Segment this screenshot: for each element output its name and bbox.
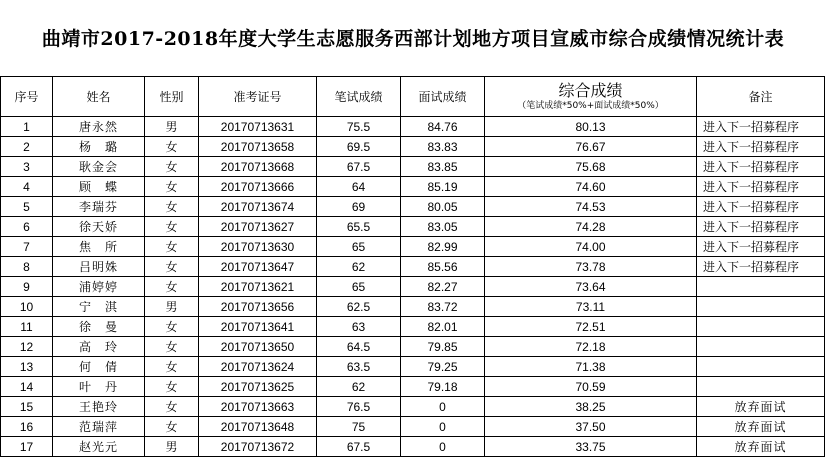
table-row [1, 197, 825, 217]
cell-index: 6 [1, 217, 53, 237]
cell-gender: 女 [145, 137, 199, 157]
cell-interview-score: 0 [401, 397, 485, 417]
cell-interview-score: 0 [401, 437, 485, 457]
cell-index: 9 [1, 277, 53, 297]
table-row [1, 397, 825, 417]
cell-composite-score: 75.68 [485, 157, 697, 177]
cell-remark [697, 317, 825, 337]
cell-remark: 进入下一招募程序 [697, 217, 825, 237]
cell-gender: 男 [145, 297, 199, 317]
cell-index: 4 [1, 177, 53, 197]
cell-exam-id: 20170713630 [199, 237, 317, 257]
cell-index: 16 [1, 417, 53, 437]
header-interview-score: 面试成绩 [401, 77, 485, 117]
cell-gender: 女 [145, 177, 199, 197]
cell-exam-id: 20170713674 [199, 197, 317, 217]
cell-remark: 进入下一招募程序 [697, 177, 825, 197]
cell-gender: 男 [145, 117, 199, 137]
cell-name: 耿金会 [53, 157, 145, 177]
table-row [1, 357, 825, 377]
cell-name: 李瑞芬 [53, 197, 145, 217]
cell-name: 唐永然 [53, 117, 145, 137]
cell-index: 2 [1, 137, 53, 157]
cell-interview-score: 82.27 [401, 277, 485, 297]
cell-name: 何 倩 [53, 357, 145, 377]
cell-remark: 进入下一招募程序 [697, 197, 825, 217]
header-gender: 性别 [145, 77, 199, 117]
cell-written-score: 65.5 [317, 217, 401, 237]
cell-gender: 女 [145, 337, 199, 357]
cell-gender: 女 [145, 197, 199, 217]
cell-interview-score: 0 [401, 417, 485, 437]
cell-index: 13 [1, 357, 53, 377]
cell-exam-id: 20170713641 [199, 317, 317, 337]
cell-exam-id: 20170713624 [199, 357, 317, 377]
header-index: 序号 [1, 77, 53, 117]
cell-name: 徐天娇 [53, 217, 145, 237]
cell-composite-score: 76.67 [485, 137, 697, 157]
cell-remark: 进入下一招募程序 [697, 157, 825, 177]
cell-gender: 女 [145, 217, 199, 237]
cell-name: 赵光元 [53, 437, 145, 457]
cell-written-score: 69.5 [317, 137, 401, 157]
cell-remark: 放弃面试 [697, 417, 825, 437]
cell-name: 王艳玲 [53, 397, 145, 417]
cell-name: 吕明姝 [53, 257, 145, 277]
cell-index: 10 [1, 297, 53, 317]
cell-written-score: 62.5 [317, 297, 401, 317]
table-row [1, 257, 825, 277]
cell-written-score: 65 [317, 277, 401, 297]
table-row [1, 337, 825, 357]
cell-remark: 进入下一招募程序 [697, 257, 825, 277]
table-row [1, 377, 825, 397]
cell-index: 7 [1, 237, 53, 257]
header-composite-formula: （笔试成绩*50%+面试成绩*50%） [517, 100, 664, 111]
cell-written-score: 63.5 [317, 357, 401, 377]
cell-index: 3 [1, 157, 53, 177]
cell-name: 范瑞萍 [53, 417, 145, 437]
cell-remark [697, 277, 825, 297]
document-title: 曲靖市2017-2018年度大学生志愿服务西部计划地方项目宣威市综合成绩情况统计表 [41, 27, 785, 50]
cell-exam-id: 20170713647 [199, 257, 317, 277]
score-table [0, 76, 825, 457]
cell-remark [697, 357, 825, 377]
cell-gender: 女 [145, 277, 199, 297]
cell-composite-score: 71.38 [485, 357, 697, 377]
cell-index: 11 [1, 317, 53, 337]
cell-interview-score: 80.05 [401, 197, 485, 217]
cell-exam-id: 20170713621 [199, 277, 317, 297]
cell-composite-score: 74.28 [485, 217, 697, 237]
cell-remark: 放弃面试 [697, 437, 825, 457]
cell-exam-id: 20170713666 [199, 177, 317, 197]
cell-written-score: 75 [317, 417, 401, 437]
header-composite-score [485, 77, 697, 117]
table-row [1, 137, 825, 157]
cell-composite-score: 73.78 [485, 257, 697, 277]
table-row [1, 117, 825, 137]
cell-remark [697, 297, 825, 317]
header-row [1, 77, 825, 117]
cell-composite-score: 72.18 [485, 337, 697, 357]
header-name: 姓名 [53, 77, 145, 117]
cell-exam-id: 20170713658 [199, 137, 317, 157]
cell-written-score: 64.5 [317, 337, 401, 357]
cell-remark [697, 337, 825, 357]
cell-remark [697, 377, 825, 397]
cell-interview-score: 79.85 [401, 337, 485, 357]
cell-remark: 进入下一招募程序 [697, 137, 825, 157]
cell-composite-score: 37.50 [485, 417, 697, 437]
cell-interview-score: 84.76 [401, 117, 485, 137]
cell-interview-score: 82.99 [401, 237, 485, 257]
table-row [1, 177, 825, 197]
header-written-score: 笔试成绩 [317, 77, 401, 117]
cell-gender: 女 [145, 397, 199, 417]
table-row [1, 297, 825, 317]
cell-gender: 女 [145, 417, 199, 437]
cell-composite-score: 33.75 [485, 437, 697, 457]
cell-gender: 女 [145, 357, 199, 377]
cell-interview-score: 82.01 [401, 317, 485, 337]
cell-exam-id: 20170713656 [199, 297, 317, 317]
header-composite-label: 综合成绩 [558, 81, 623, 101]
cell-name: 宁 淇 [53, 297, 145, 317]
header-exam-id: 准考证号 [199, 77, 317, 117]
cell-composite-score: 73.11 [485, 297, 697, 317]
cell-name: 顾 蝶 [53, 177, 145, 197]
cell-composite-score: 80.13 [485, 117, 697, 137]
cell-written-score: 67.5 [317, 157, 401, 177]
cell-composite-score: 72.51 [485, 317, 697, 337]
cell-gender: 女 [145, 257, 199, 277]
cell-remark: 进入下一招募程序 [697, 237, 825, 257]
cell-index: 1 [1, 117, 53, 137]
cell-gender: 女 [145, 237, 199, 257]
cell-remark: 进入下一招募程序 [697, 117, 825, 137]
table-row [1, 417, 825, 437]
cell-written-score: 65 [317, 237, 401, 257]
cell-index: 14 [1, 377, 53, 397]
cell-exam-id: 20170713672 [199, 437, 317, 457]
cell-composite-score: 73.64 [485, 277, 697, 297]
cell-interview-score: 85.19 [401, 177, 485, 197]
cell-interview-score: 85.56 [401, 257, 485, 277]
cell-exam-id: 20170713663 [199, 397, 317, 417]
cell-composite-score: 74.60 [485, 177, 697, 197]
cell-interview-score: 79.18 [401, 377, 485, 397]
cell-name: 浦婷婷 [53, 277, 145, 297]
cell-exam-id: 20170713668 [199, 157, 317, 177]
cell-written-score: 63 [317, 317, 401, 337]
table-row [1, 437, 825, 457]
cell-written-score: 76.5 [317, 397, 401, 417]
cell-composite-score: 74.53 [485, 197, 697, 217]
cell-interview-score: 83.85 [401, 157, 485, 177]
cell-exam-id: 20170713650 [199, 337, 317, 357]
cell-name: 叶 丹 [53, 377, 145, 397]
cell-exam-id: 20170713648 [199, 417, 317, 437]
header-remark: 备注 [697, 77, 825, 117]
cell-index: 12 [1, 337, 53, 357]
table-row [1, 237, 825, 257]
cell-interview-score: 83.72 [401, 297, 485, 317]
cell-index: 15 [1, 397, 53, 417]
cell-interview-score: 83.83 [401, 137, 485, 157]
cell-name: 徐 曼 [53, 317, 145, 337]
cell-composite-score: 74.00 [485, 237, 697, 257]
cell-written-score: 62 [317, 377, 401, 397]
cell-written-score: 62 [317, 257, 401, 277]
table-body [1, 117, 825, 457]
cell-index: 8 [1, 257, 53, 277]
cell-gender: 女 [145, 377, 199, 397]
cell-exam-id: 20170713627 [199, 217, 317, 237]
cell-written-score: 67.5 [317, 437, 401, 457]
cell-exam-id: 20170713631 [199, 117, 317, 137]
cell-composite-score: 70.59 [485, 377, 697, 397]
table-row [1, 277, 825, 297]
table-row [1, 157, 825, 177]
cell-written-score: 75.5 [317, 117, 401, 137]
cell-name: 高 玲 [53, 337, 145, 357]
cell-remark: 放弃面试 [697, 397, 825, 417]
cell-exam-id: 20170713625 [199, 377, 317, 397]
cell-gender: 女 [145, 317, 199, 337]
cell-gender: 男 [145, 437, 199, 457]
cell-name: 杨 璐 [53, 137, 145, 157]
table-row [1, 317, 825, 337]
cell-name: 焦 所 [53, 237, 145, 257]
cell-gender: 女 [145, 157, 199, 177]
cell-written-score: 64 [317, 177, 401, 197]
cell-written-score: 69 [317, 197, 401, 217]
cell-index: 17 [1, 437, 53, 457]
cell-interview-score: 83.05 [401, 217, 485, 237]
cell-composite-score: 38.25 [485, 397, 697, 417]
table-row [1, 217, 825, 237]
cell-index: 5 [1, 197, 53, 217]
cell-interview-score: 79.25 [401, 357, 485, 377]
